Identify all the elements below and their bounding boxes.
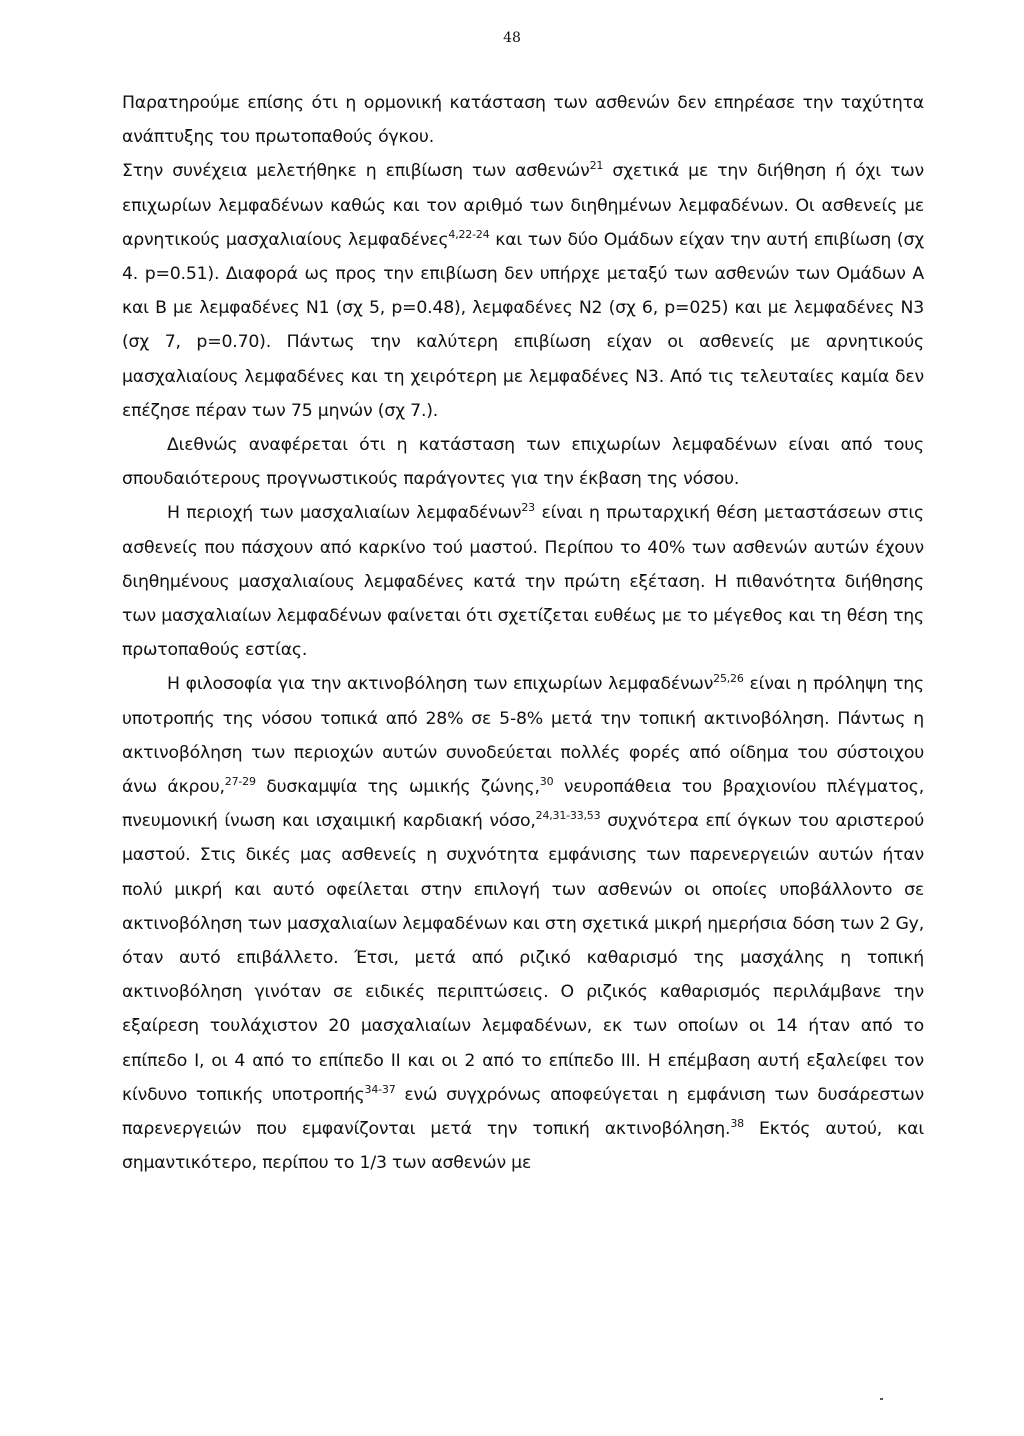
paragraph-text: είναι η πρόληψη της υποτροπής της νόσου τοπικά από 28% σε 5-8% μετά την τοπική ακτινοβόληση. Πάντως η ακτινοβόληση των περιοχών αυτών συνοδεύεται πολλές φορές από οίδημα του σύστοιχου άνω άκρου, [122, 674, 924, 798]
paragraph [122, 667, 924, 1180]
page-number: 48 [503, 30, 521, 46]
paragraph-text: Παρατηρούμε επίσης ότι η ορμονική κατάσταση των ασθενών δεν επηρέασε την ταχύτητα ανάπτυξης του πρωτοπαθούς όγκου. [122, 93, 924, 148]
paragraph-text: συχνότερα επί όγκων του αριστερού μαστού. Στις δικές μας ασθενείς η συχνότητα εμφάνισης των παρενεργειών αυτών ήταν πολύ μικρή και αυτό οφείλεται στην επιλογή των ασθενών οι οποίες υποβάλλοντο σε ακτινοβόληση των μασχαλιαίων λεμφαδένων και στη σχετικά μικρή ημερήσια δόση των 2 Gy, όταν αυτό επιβάλλετο. Έτσι, μετά από ριζικό καθαρισμό της μασχάλης η τοπική ακτινοβόληση γινόταν σε ειδικές περιπτώσεις. Ο ριζικός καθαρισμός περιλάμβανε την εξαίρεση τουλάχιστον 20 μασχαλιαίων λεμφαδένων, εκ των οποίων οι 14 ήταν από το επίπεδο Ι, οι 4 από το επίπεδο ΙΙ και οι 2 από το επίπεδο ΙΙΙ. Η επέμβαση αυτή εξαλείφει τον κίνδυνο τοπικής υποτροπής [122, 811, 924, 1105]
paragraph-text: σχετικά με την διήθηση ή όχι των επιχωρίων λεμφαδένων καθώς και τον αριθμό των διηθημένων λεμφαδένων. Οι ασθενείς με αρνητικούς μασχαλιαίους λεμφαδένες [122, 161, 924, 250]
citation-reference: 23 [521, 501, 535, 515]
paragraph [122, 496, 924, 667]
paragraph-text: Η περιοχή των μασχαλιαίων λεμφαδένων [167, 503, 522, 524]
paragraph-text: Στην συνέχεια μελετήθηκε η επιβίωση των ασθενών [122, 161, 590, 182]
scan-speck [880, 1398, 883, 1400]
paragraph [122, 86, 924, 154]
citation-reference: 34-37 [364, 1082, 396, 1096]
citation-reference: 25,26 [713, 672, 744, 686]
citation-reference: 30 [539, 775, 554, 789]
paragraph-text: είναι η πρωταρχική θέση μεταστάσεων στις ασθενείς που πάσχουν από καρκίνο τού μαστού. Περίπου το 40% των ασθενών αυτών έχουν διηθημένους μασχαλιαίους λεμφαδένες κατά την πρώτη εξέταση. Η πιθανότητα διήθησης των μασχαλιαίων λεμφαδένων φαίνεται ότι σχετίζεται ευθέως με το μέγεθος και τη θέση της πρωτοπαθούς εστίας. [122, 503, 924, 661]
paragraph-text: ενώ συγχρόνως αποφεύγεται η εμφάνιση των δυσάρεστων παρενεργειών που εμφανίζονται μετά την τοπική ακτινοβόληση. [122, 1084, 924, 1140]
paragraph-text: δυσκαμψία της ωμικής ζώνης, [255, 777, 540, 798]
paragraph [122, 428, 924, 496]
citation-reference: 24,31-33,53 [535, 809, 601, 823]
paragraph-text: νευροπάθεια του βραχιονίου πλέγματος, πνευμονική ίνωση και ισχαιμική καρδιακή νόσο, [122, 777, 924, 832]
paragraph-text: Διεθνώς αναφέρεται ότι η κατάσταση των επιχωρίων λεμφαδένων είναι από τους σπουδαιότερους προγνωστικούς παράγοντες για την έκβαση της νόσου. [122, 435, 924, 490]
citation-reference: 38 [730, 1117, 744, 1131]
paragraph [122, 154, 924, 428]
citation-reference: 4,22-24 [448, 227, 490, 241]
citation-reference: 27-29 [224, 775, 256, 789]
paragraph-text: και των δύο Ομάδων είχαν την αυτή επιβίωση (σχ 4. p=0.51). Διαφορά ως προς την επιβίωση δεν υπήρχε μεταξύ των ασθενών των Ομάδων Α και Β με λεμφαδένες Ν1 (σχ 5, p=0.48), λεμφαδένες Ν2 (σχ 6, p=025) και με λεμφαδένες Ν3 (σχ 7, p=0.70). Πάντως την καλύτερη επιβίωση είχαν οι ασθενείς με αρνητικούς μασχαλιαίους λεμφαδένες και τη χειρότερη με λεμφαδένες Ν3. Από τις τελευταίες καμία δεν επέζησε πέραν των 75 μηνών (σχ 7.). [122, 229, 924, 421]
citation-reference: 21 [589, 159, 604, 173]
paragraph-text: Εκτός αυτού, και σημαντικότερο, περίπου το 1/3 των ασθενών με [122, 1119, 924, 1174]
paragraph-text: Η φιλοσοφία για την ακτινοβόληση των επιχωρίων λεμφαδένων [167, 674, 714, 695]
body-text [122, 86, 924, 1181]
